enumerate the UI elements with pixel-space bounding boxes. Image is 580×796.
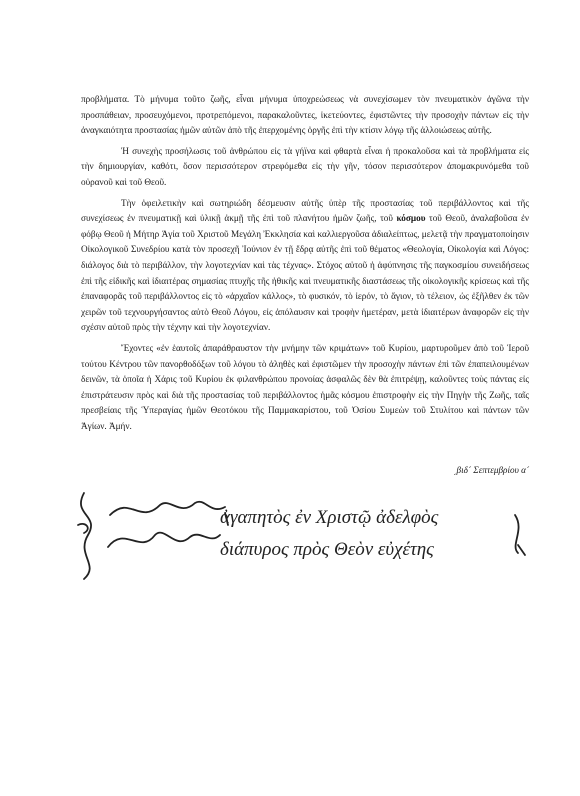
paragraph-3: [81, 196, 529, 336]
signature-graphic: [70, 485, 540, 580]
date-line: ͵βιδ´ Σεπτεμβρίου α´: [453, 465, 529, 475]
signature-line-2: διάπυρος πρὸς Θεὸν εὐχέτης: [220, 539, 434, 560]
handwritten-signature: [70, 485, 540, 580]
paragraph-2: Ἡ συνεχὴς προσήλωσις τοῦ ἀνθρώπου εἰς τὰ γήϊνα καὶ φθαρτὰ εἶναι ἡ προκαλοῦσα καὶ τὰ προβλήματα εἰς τὴν δημιουργίαν, καθότι, ὅσον περισσότερον στρεφόμεθα εἰς τὴν γῆν, τόσον περισσότερον ἀπομακρυνόμεθα τοῦ οὐρανοῦ καὶ τοῦ Θεοῦ.: [81, 145, 529, 187]
bold-word: κόσμου: [396, 213, 426, 224]
letter-body: [81, 92, 529, 439]
signature-line-1: ἀγαπητὸς ἐν Χριστῷ ἀδελφὸς: [220, 507, 439, 528]
paragraph-3-text: Τὴν ὀφειλετικὴν καὶ σωτηριώδη δέσμευσιν αὐτῆς ὑπὲρ τῆς προστασίας τοῦ περιβάλλοντος καὶ τῆς συνεχίσεως ἐν πνευματικῇ καὶ ὑλικῇ ἀκμῇ τῆς ἐπὶ τοῦ πλανήτου ἡμῶν ζωῆς, τοῦ κόσμου τοῦ Θεοῦ, ἀναλαβοῦσα ἐν φόβῳ Θεοῦ ἡ Μήτηρ Ἁγία τοῦ Χριστοῦ Μεγάλη Ἐκκλησία καὶ καλλιεργοῦσα ἀδιαλείπτως, μελετᾷ τὴν πραγματοποίησιν Οἰκολογικοῦ Συνεδρίου κατὰ τὸν προσεχῆ Ἰούνιον ἐν τῇ ἕδρᾳ αὐτῆς ἐπὶ τοῦ θέματος «Θεολογία, Οἰκολογία καὶ Λόγος: διάλογος διὰ τὸ περιβάλλον, τὴν λογοτεχνίαν καὶ τὰς τέχνας». Στόχος αὐτοῦ ἡ ἀφύπνησις τῆς παγκοσμίου συνειδήσεως ἐπὶ τῆς εἰδικῆς καὶ ἰδιαιτέρας σημασίας πτυχῆς τῆς ἠθικῆς καὶ πνευματικῆς διαστάσεως τῆς οἰκολογικῆς κρίσεως καὶ τῆς ἐπαναφορᾶς τοῦ περιβάλλοντος εἰς τὸ «ἀρχαῖον κάλλος», τὸ φυσικόν, τὸ ἱερόν, τὸ ἅγιον, τὸ τέλειον, ὡς ἐξῆλθεν ἐκ τῶν χειρῶν τοῦ τεχνουργήσαντος αὐτὸ Θεοῦ Λόγου, εἰς ἀπόλαυσιν καὶ τροφὴν ἡμετέραν, μετὰ ἰδιαιτέρων ἀναφορῶν εἰς τὴν σχέσιν αὐτοῦ πρὸς τὴν τέχνην καὶ τὴν λογοτεχνίαν.: [81, 197, 529, 333]
paragraph-4: Ἔχοντες «ἐν ἑαυτοῖς ἀπαράθραυστον τὴν μνήμην τῶν κριμάτων» τοῦ Κυρίου, μαρτυροῦμεν ἀπὸ τοῦ Ἱεροῦ τούτου Κέντρου τῶν πανορθοδόξων τοῦ λόγου τὸ ἀληθὲς καὶ ἐφιστῶμεν τὴν προσοχὴν πάντων ἐπὶ τῶν ἐπαπειλουμένων δεινῶν, τὰ ὁποῖα ἡ Χάρις τοῦ Κυρίου ἐκ φιλανθρώπου προνοίας ἀσφαλῶς δὲν θὰ ἐπιτρέψῃ, καλοῦντες τοὺς πάντας εἰς ἐπιστράτευσιν πρὸς καὶ διὰ τῆς προστασίας τοῦ περιβάλλοντος ἡμᾶς κόσμου ἐπιστροφὴν εἰς τὴν Πηγὴν τῆς Ζωῆς, ταῖς πρεσβείαις τῆς Ὑπεραγίας ἡμῶν Θεοτόκου τῆς Παμμακαρίστου, τοῦ Ὁσίου Συμεὼν τοῦ Στυλίτου καὶ πάντων τῶν Ἁγίων. Ἀμήν.: [81, 342, 529, 431]
paragraph-1: προβλήματα. Τὸ μήνυμα τοῦτο ζωῆς, εἶναι μήνυμα ὑποχρεώσεως νὰ συνεχίσωμεν τὸν πνευματικὸν ἀγῶνα τὴν προσπάθειαν, προσευχόμενοι, προτρεπόμενοι, παρακαλοῦντες, ἱκετεύοντες, ἐφιστῶντες τὴν προσοχὴν πάντων εἰς τὴν ἀναγκαιότητα προστασίας ἡμῶν αὐτῶν ἀπὸ τῆς ἐπερχομένης ὀργῆς ἐπὶ τὴν κτίσιν λόγῳ τῆς ἀλλοιώσεως αὐτῆς.: [81, 94, 529, 136]
